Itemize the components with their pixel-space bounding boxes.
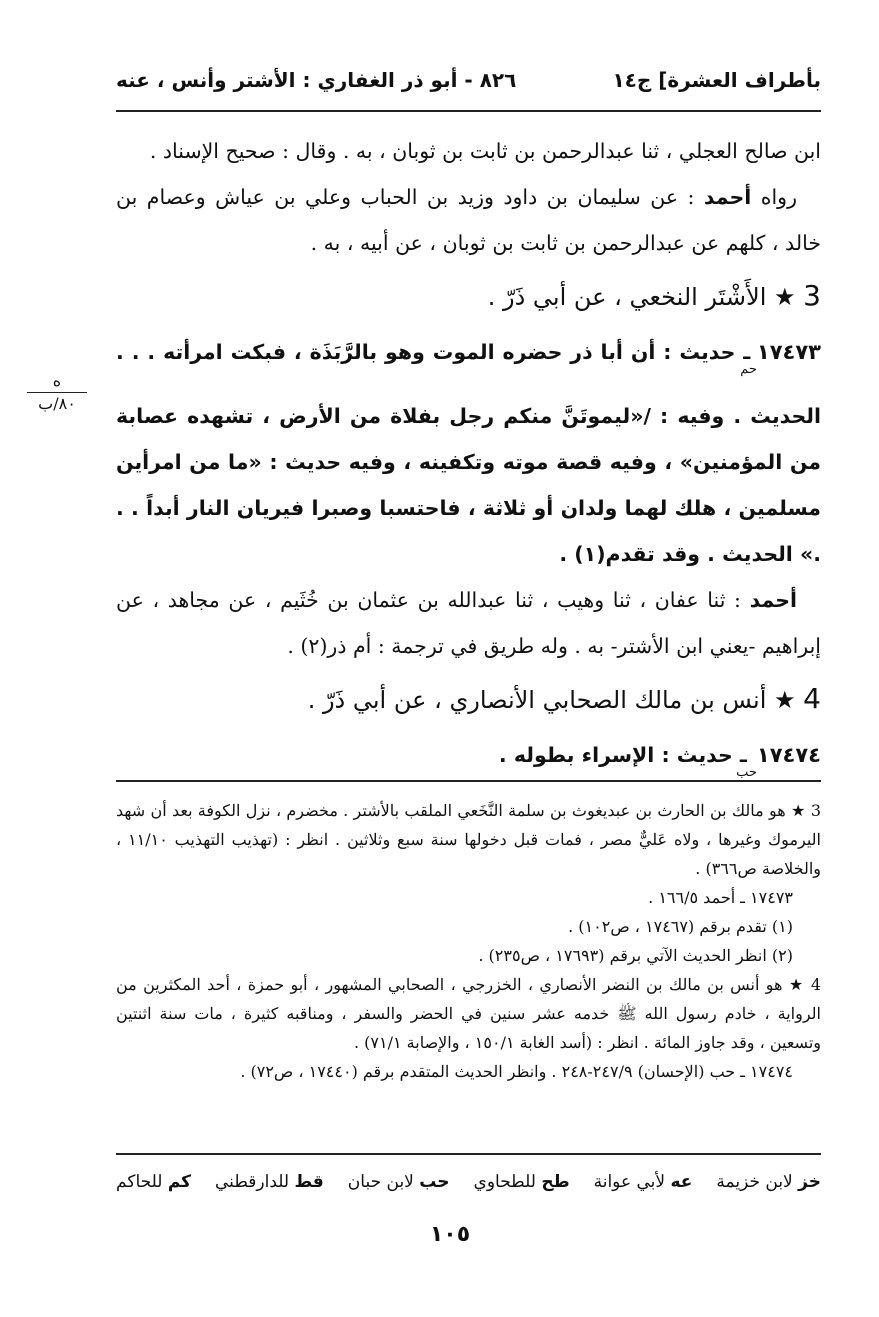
abbreviation-item: [716, 1172, 821, 1192]
abbreviation-name: للدارقطني: [215, 1172, 290, 1192]
footnote-3: [116, 796, 821, 883]
footnote-17473: ١٧٤٧٣ ـ أحمد ١٦٦/٥ .: [648, 888, 793, 907]
source-symbol: حب: [736, 765, 757, 780]
source-symbol: حم: [740, 362, 757, 377]
abbreviation-item: [594, 1172, 693, 1192]
footnote-1: (١) تقدم برقم (١٧٤٦٧ ، ص١٠٢) .: [568, 917, 793, 936]
paragraph-text: : عن سليمان بن داود وزيد بن الحباب وعلي بن عياش وعصام بن خالد ، كلهم عن عبدالرحمن بن ثابت بن ثوبان ، عن أبيه ، به .: [116, 185, 821, 255]
hadith-text: ـ حديث : الإسراء بطوله .: [498, 743, 755, 767]
abbreviation-item: [348, 1172, 450, 1192]
footnote-text: ★ هو مالك بن الحارث بن عبديغوث بن سلمة النَّخَعي الملقب بالأشتر . مخضرم ، نزل الكوفة بعد أن شهد اليرموك وغيرها ، ولاه عَليٌّ مصر ، فمات قبل دخولها سنة سبع وثلاثين . انظر : (تهذيب التهذيب ١١/١٠ ، والخلاصة ص٣٦٦) .: [116, 801, 821, 878]
abbreviation-item: [474, 1172, 570, 1192]
main-text: [116, 128, 821, 796]
abbreviation-name: لابن خزيمة: [716, 1172, 793, 1192]
header-volume: بأطراف العشرة] ج١٤: [612, 68, 821, 92]
footnote-17474: ١٧٤٧٤ ـ حب (الإحسان) ٢٤٧/٩-٢٤٨ . وانظر الحديث المتقدم برقم (١٧٤٤٠ ، ص٧٢) .: [240, 1062, 793, 1081]
section-number: 3: [803, 279, 821, 312]
hadith-text: ـ حديث : أن أبا ذر حضره الموت وهو بالرَّبَذَة ، فبكت امرأته . . . الحديث . وفيه : /«ليموتَنَّ منكم رجل بفلاة من الأرض ، تشهده عصابة من المؤمنين» ، وفيه قصة موته وتكفينه ، وفيه حديث : «ما من امرأين مسلمين ، هلك لهما ولدان أو ثلاثة ، فاحتسبا وصبرا فيريان النار أبداً . . .» الحديث . وقد تقدم(١) .: [116, 340, 821, 566]
abbreviation-item: [116, 1172, 191, 1192]
abbreviation-key: [116, 1165, 821, 1199]
footnote-text: ★ هو أنس بن مالك بن النضر الأنصاري ، الخزرجي ، الصحابي المشهور ، أبو حمزة ، أحد المكثرين من الرواية ، خادم رسول الله ﷺ خدمه عشر سنين في الحضر والسفر ، ومناقبه كثيرة ، مات سنة اثنتين وتسعين ، وقد جاوز المائة . انظر : (أسد الغابة ١٥٠/١ ، والإصابة ٧١/١) .: [116, 975, 821, 1052]
abbreviation-code: عه: [670, 1172, 693, 1192]
section-title: ★ أنس بن مالك الصحابي الأنصاري ، عن أبي ذَرّ .: [307, 686, 796, 714]
footnote-number: 3: [810, 801, 821, 820]
source-name-ahmad: أحمد: [703, 185, 752, 209]
margin-note-top: ه: [52, 371, 62, 390]
hadith-17474: [116, 732, 821, 796]
margin-note-bottom: ٨٠/ب: [38, 394, 76, 413]
margin-note-line: [27, 392, 87, 393]
abbreviation-rule: [116, 1153, 821, 1155]
abbreviation-name: للطحاوي: [473, 1172, 536, 1192]
abbreviation-code: خز: [798, 1172, 821, 1192]
hadith-number: ١٧٤٧٣: [756, 340, 821, 364]
abbreviation-code: طح: [541, 1172, 570, 1192]
abbreviation-code: كم: [167, 1172, 192, 1192]
paragraph-prefix: رواه: [751, 185, 797, 209]
source-name-ahmad: أحمد: [749, 588, 797, 612]
abbreviation-name: لابن حبان: [347, 1172, 414, 1192]
hadith-number: ١٧٤٧٤: [756, 743, 821, 767]
abbreviation-name: لأبي عوانة: [593, 1172, 666, 1192]
abbreviation-item: [215, 1172, 324, 1192]
footnote-4: [116, 970, 821, 1057]
section-heading-ashtar: [116, 270, 821, 323]
footnote-2: (٢) انظر الحديث الآتي برقم (١٧٦٩٣ ، ص٢٣٥) .: [478, 946, 793, 965]
abbreviation-code: حب: [419, 1172, 450, 1192]
header-rule: [116, 110, 821, 112]
abbreviation-code: قط: [294, 1172, 324, 1192]
paragraph-ahmad-isnad: [116, 577, 821, 669]
paragraph-ahmad-riwaya: [116, 174, 821, 266]
section-title: ★ الأَشْتَر النخعي ، عن أبي ذَرّ .: [487, 283, 796, 311]
section-number: 4: [803, 682, 821, 715]
running-header: [116, 60, 821, 100]
abbreviation-name: للحاكم: [116, 1172, 163, 1192]
footnote-rule: [116, 780, 821, 782]
page-number: ١٠٥: [429, 1222, 471, 1247]
paragraph-text: : ثنا عفان ، ثنا وهيب ، ثنا عبدالله بن عثمان بن خُثَيم ، عن مجاهد ، عن إبراهيم -يعني ابن الأشتر- به . وله طريق في ترجمة : أم ذر(٢) .: [116, 588, 821, 658]
paragraph-isnad: ابن صالح العجلي ، ثنا عبدالرحمن بن ثابت بن ثوبان ، به . وقال : صحيح الإسناد .: [149, 139, 821, 163]
section-heading-anas: [116, 673, 821, 726]
footnote-number: 4: [810, 975, 821, 994]
footnotes: [116, 796, 821, 1086]
header-chapter: ٨٢٦ - أبو ذر الغفاري : الأشتر وأنس ، عنه: [116, 68, 517, 92]
hadith-17473: [116, 329, 821, 577]
margin-folio-note: [22, 372, 92, 413]
